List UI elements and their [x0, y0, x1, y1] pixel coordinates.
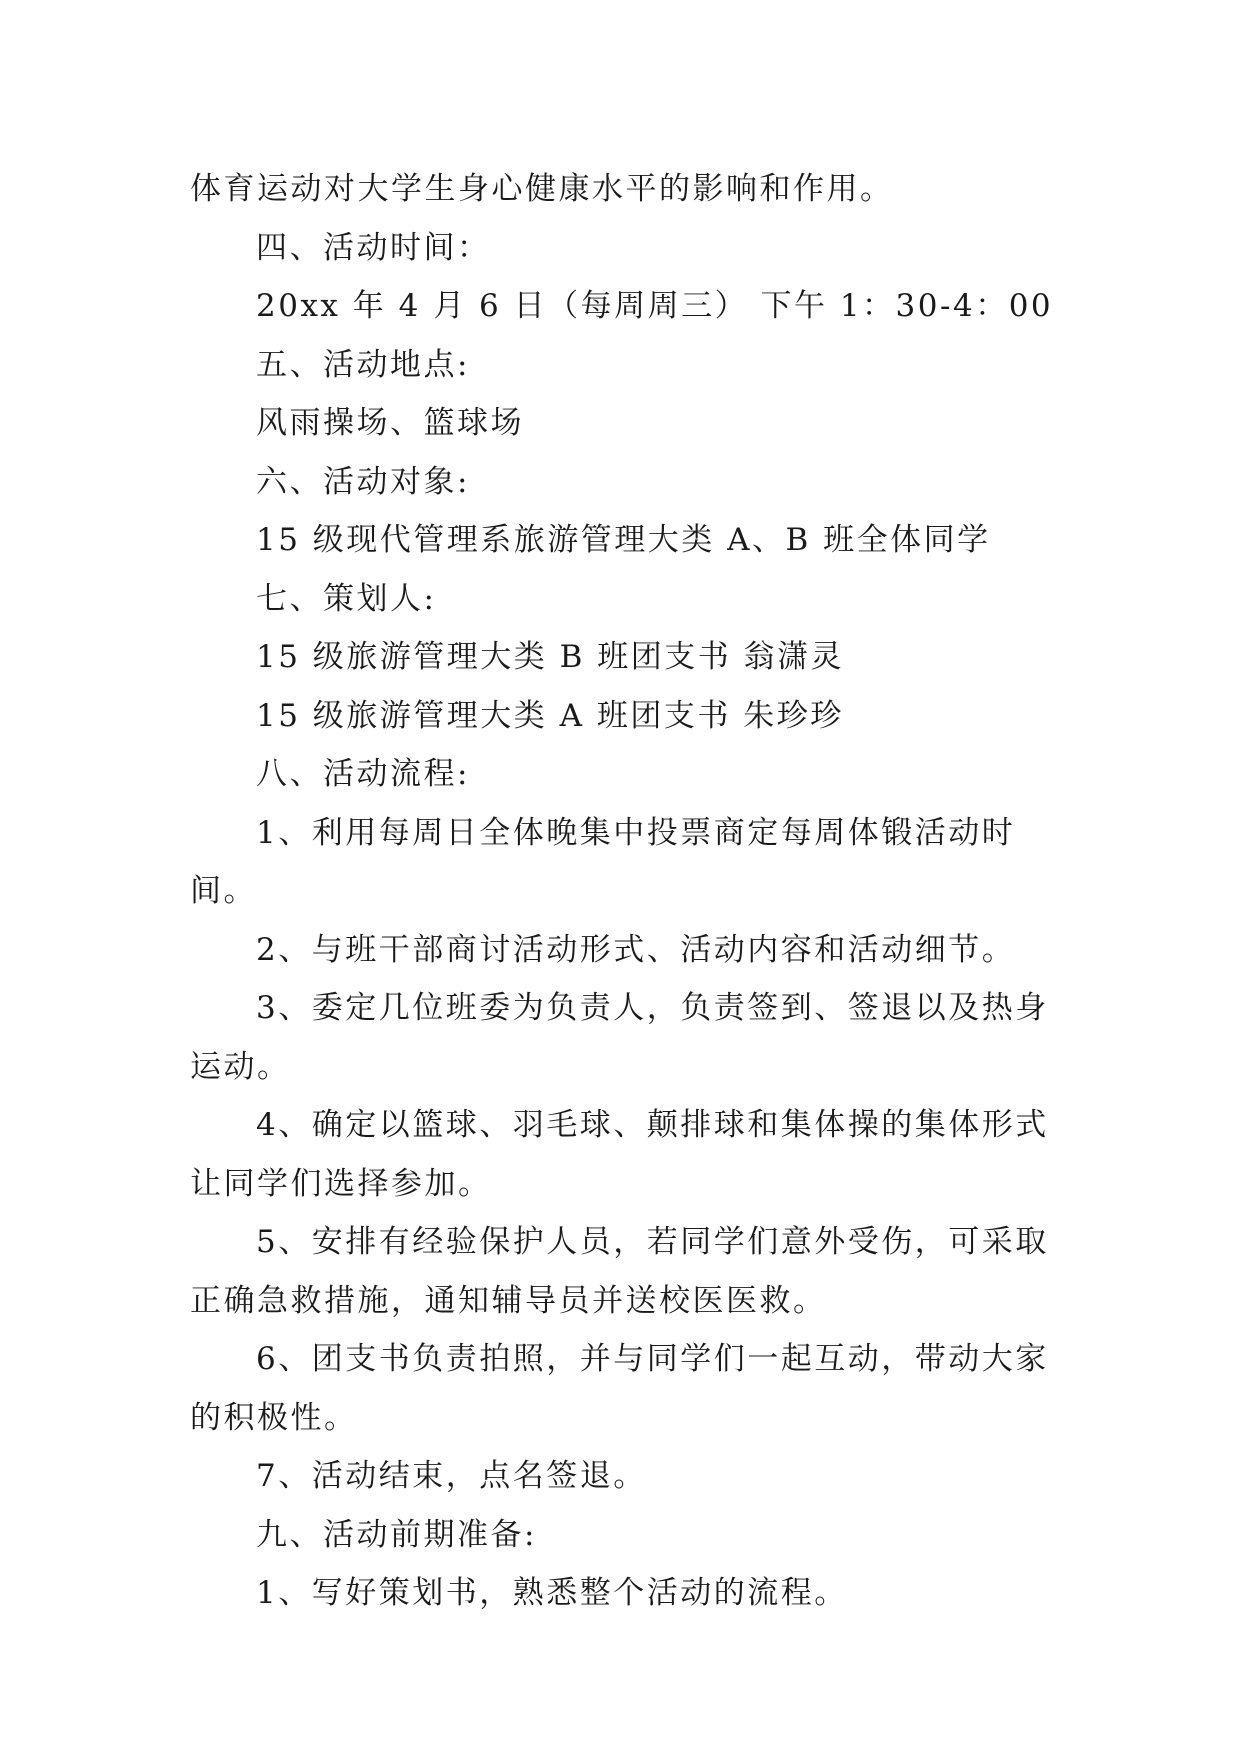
list-item: 1、写好策划书，熟悉整个活动的流程。 — [256, 1575, 848, 1611]
section-heading-location: 五、活动地点: — [256, 346, 470, 383]
list-item: 1、利用每周日全体晚集中投票商定每周体锻活动时间。 — [190, 814, 1016, 909]
list-item: 2、与班干部商讨活动形式、活动内容和活动细节。 — [256, 931, 1016, 968]
paragraph: 20xx 年 4 月 6 日（每周周三） 下午 1：30-4：00 — [256, 288, 1054, 324]
paragraph: 15 级旅游管理大类 B 班团支书 翁潇灵 — [256, 639, 845, 675]
list-item: 5、安排有经验保护人员，若同学们意外受伤，可采取正确急救措施，通知辅导员并送校医医救。 — [190, 1224, 1049, 1319]
document-body — [190, 160, 1070, 1623]
list-item: 6、团支书负责拍照，并与同学们一起互动，带动大家的积极性。 — [190, 1341, 1049, 1436]
list-item: 3、委定几位班委为负责人，负责签到、签退以及热身运动。 — [190, 990, 1049, 1085]
section-heading-planner: 七、策划人: — [256, 580, 437, 617]
section-heading-preparation: 九、活动前期准备: — [256, 1516, 537, 1553]
paragraph: 风雨操场、篮球场 — [256, 405, 524, 441]
section-heading-time: 四、活动时间： — [256, 229, 491, 266]
paragraph: 15 级旅游管理大类 A 班团支书 朱珍珍 — [256, 697, 844, 734]
section-heading-process: 八、活动流程: — [256, 756, 470, 792]
paragraph: 15 级现代管理系旅游管理大类 A、B 班全体同学 — [256, 522, 991, 558]
list-item: 4、确定以篮球、羽毛球、颠排球和集体操的集体形式让同学们选择参加。 — [190, 1107, 1049, 1202]
section-heading-audience: 六、活动对象: — [256, 463, 470, 500]
list-item: 7、活动结束，点名签退。 — [256, 1458, 647, 1494]
paragraph: 体育运动对大学生身心健康水平的影响和作用。 — [190, 171, 894, 207]
